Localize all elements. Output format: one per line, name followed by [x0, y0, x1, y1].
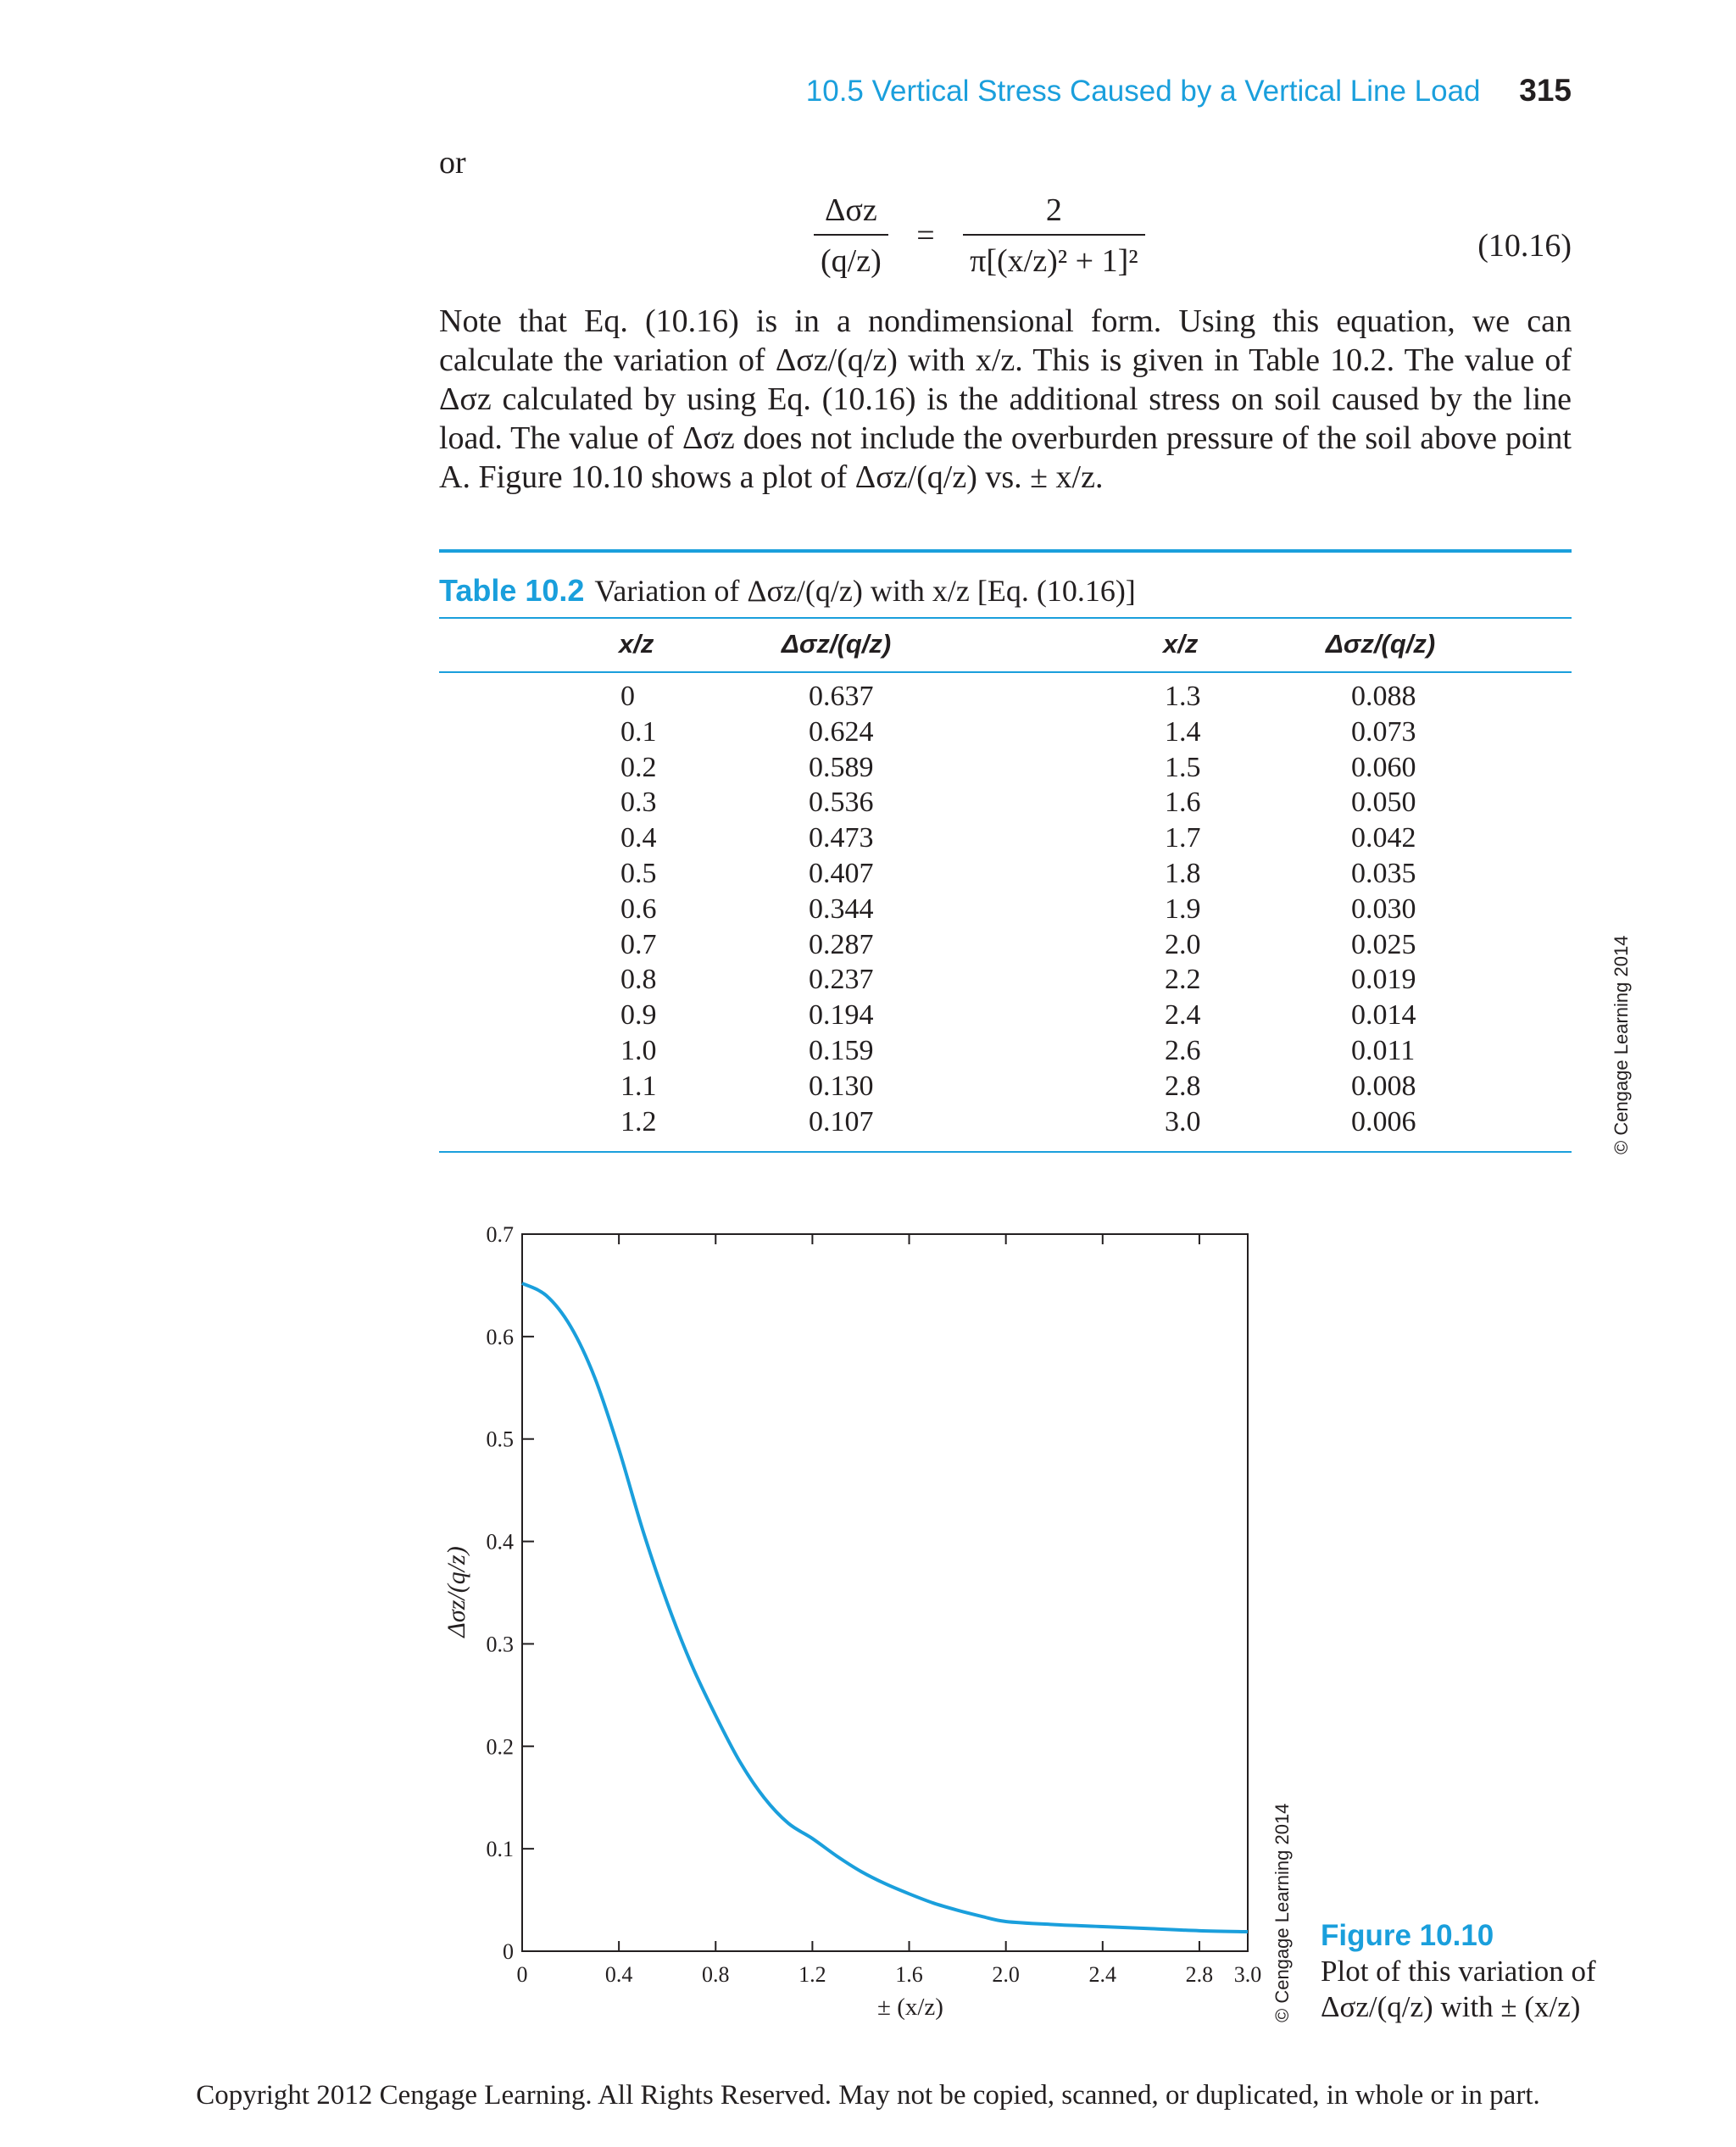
table-cell: 1.6	[1165, 787, 1201, 819]
table-cell: 0.536	[809, 787, 874, 819]
chart-copyright: © Cengage Learning 2014	[1271, 1803, 1293, 2022]
figure-label: Figure 10.10	[1321, 1919, 1494, 1952]
table-cell: 0.042	[1351, 822, 1416, 854]
y-tick-label: 0.3	[486, 1632, 514, 1657]
x-tick-label: 2.8	[1185, 1962, 1214, 1987]
table-cell: 1.3	[1165, 681, 1201, 712]
table-cell: 1.5	[1165, 751, 1201, 783]
table-cell: 0.473	[809, 822, 874, 854]
lhs-numerator: Δσz	[824, 192, 877, 228]
table-cell: 2.8	[1165, 1070, 1201, 1102]
x-tick-label: 1.6	[895, 1962, 923, 1987]
figure-caption-line2: Δσz/(q/z) with ± (x/z)	[1321, 1990, 1581, 2023]
table-cell: 0.025	[1351, 928, 1416, 960]
table-cell: 0.019	[1351, 964, 1416, 996]
table-cell: 2.0	[1165, 928, 1201, 960]
table-cell: 0.344	[809, 893, 874, 925]
table-cell: 0	[620, 681, 635, 712]
y-tick-label: 0.5	[486, 1427, 514, 1452]
table-cell: 0.2	[620, 751, 657, 783]
table-caption-text: Variation of Δσz/(q/z) with x/z [Eq. (10.16)]	[594, 574, 1136, 608]
table-cell: 0.035	[1351, 857, 1416, 889]
plot-frame	[522, 1234, 1248, 1951]
table-cell: 0.030	[1351, 893, 1416, 925]
table-cell: 0.006	[1351, 1105, 1416, 1137]
table-cell: 1.7	[1165, 822, 1201, 854]
equation-number: (10.16)	[1477, 228, 1572, 264]
table-cell: 0.237	[809, 964, 874, 996]
table-cell: 1.0	[620, 1034, 657, 1066]
table-cell: 0.4	[620, 822, 657, 854]
table-cell: 1.1	[620, 1070, 657, 1102]
y-tick-label: 0.2	[486, 1734, 514, 1760]
table-cell: 0.6	[620, 893, 657, 925]
table-cell: 0.107	[809, 1105, 874, 1137]
table-header-stress-2: Δσz/(q/z)	[1326, 629, 1436, 659]
x-tick-label: 0	[516, 1962, 528, 1987]
y-tick-label: 0.6	[486, 1324, 514, 1349]
table-header-xz-1: x/z	[619, 629, 654, 659]
table-cell: 0.194	[809, 999, 874, 1032]
table-cell: 0.407	[809, 857, 874, 889]
x-tick-label: 2.4	[1088, 1962, 1117, 1987]
table-cell: 2.4	[1165, 999, 1201, 1032]
table-cell: 1.2	[620, 1105, 657, 1137]
table-copyright: © Cengage Learning 2014	[1611, 935, 1632, 1154]
table-cell: 0.9	[620, 999, 657, 1032]
table-cell: 2.6	[1165, 1034, 1201, 1066]
series-line	[522, 1283, 1248, 1932]
y-tick-label: 0	[503, 1939, 514, 1964]
table-cell: 3.0	[1165, 1105, 1201, 1137]
table-cell: 2.2	[1165, 964, 1201, 996]
figure-caption-line1: Plot of this variation of	[1321, 1955, 1596, 1988]
y-tick-label: 0.4	[486, 1529, 514, 1555]
table-label: Table 10.2	[439, 573, 585, 608]
table-cell: 1.9	[1165, 893, 1201, 925]
table-cell: 0.014	[1351, 999, 1416, 1032]
table-cell: 0.159	[809, 1034, 874, 1066]
page-number: 315	[1519, 73, 1572, 108]
table-cell: 0.011	[1351, 1034, 1416, 1066]
rhs-denominator: π[(x/z)² + 1]²	[963, 234, 1144, 280]
x-axis-label: ± (x/z)	[877, 1994, 943, 2021]
table-cell: 0.073	[1351, 715, 1416, 748]
x-tick-label: 0.4	[604, 1962, 633, 1987]
equals-sign: =	[916, 218, 935, 253]
x-tick-label: 2.0	[992, 1962, 1020, 1987]
y-tick-label: 0.1	[486, 1837, 514, 1862]
table-cell: 0.637	[809, 681, 874, 712]
table-cell: 1.4	[1165, 715, 1201, 748]
body-paragraph: Note that Eq. (10.16) is in a nondimensional form. Using this equation, we can calculate the variation of Δσz/(q/z) with x/z. This is given in Table 10.2. The value of Δσz calculated by using Eq. (10.16) is the additional stress on soil caused by the line load. The value of Δσz does not include the overburden pressure of the soil above point A. Figure 10.10 shows a plot of Δσz/(q/z) vs. ± x/z.	[439, 303, 1572, 495]
table-cell: 0.5	[620, 857, 657, 889]
x-tick-label: 1.2	[798, 1962, 826, 1987]
x-tick-label: 0.8	[702, 1962, 730, 1987]
table-header-xz-2: x/z	[1163, 629, 1199, 659]
table-cell: 0.130	[809, 1070, 874, 1102]
table-cell: 0.287	[809, 928, 874, 960]
table-cell: 0.624	[809, 715, 874, 748]
table-cell: 0.008	[1351, 1070, 1416, 1102]
table-cell: 0.8	[620, 964, 657, 996]
table-cell: 0.589	[809, 751, 874, 783]
intro-word: or	[439, 145, 466, 181]
table-cell: 0.088	[1351, 681, 1416, 712]
rhs-numerator: 2	[1045, 192, 1062, 228]
y-tick-label: 0.7	[486, 1222, 514, 1247]
table-cell: 0.1	[620, 715, 657, 748]
table-cell: 0.3	[620, 787, 657, 819]
table-cell: 0.7	[620, 928, 657, 960]
table-header-stress-1: Δσz/(q/z)	[782, 629, 892, 659]
table-cell: 0.050	[1351, 787, 1416, 819]
lhs-denominator: (q/z)	[814, 234, 888, 280]
footer-copyright: Copyright 2012 Cengage Learning. All Rights Reserved. May not be copied, scanned, or duplicated, in whole or in part.	[196, 2080, 1540, 2111]
table-cell: 0.060	[1351, 751, 1416, 783]
section-title: 10.5 Vertical Stress Caused by a Vertical Line Load	[805, 75, 1481, 108]
y-axis-label: Δσz/(q/z)	[442, 1546, 470, 1638]
x-tick-label: 3.0	[1233, 1962, 1262, 1987]
table-cell: 1.8	[1165, 857, 1201, 889]
